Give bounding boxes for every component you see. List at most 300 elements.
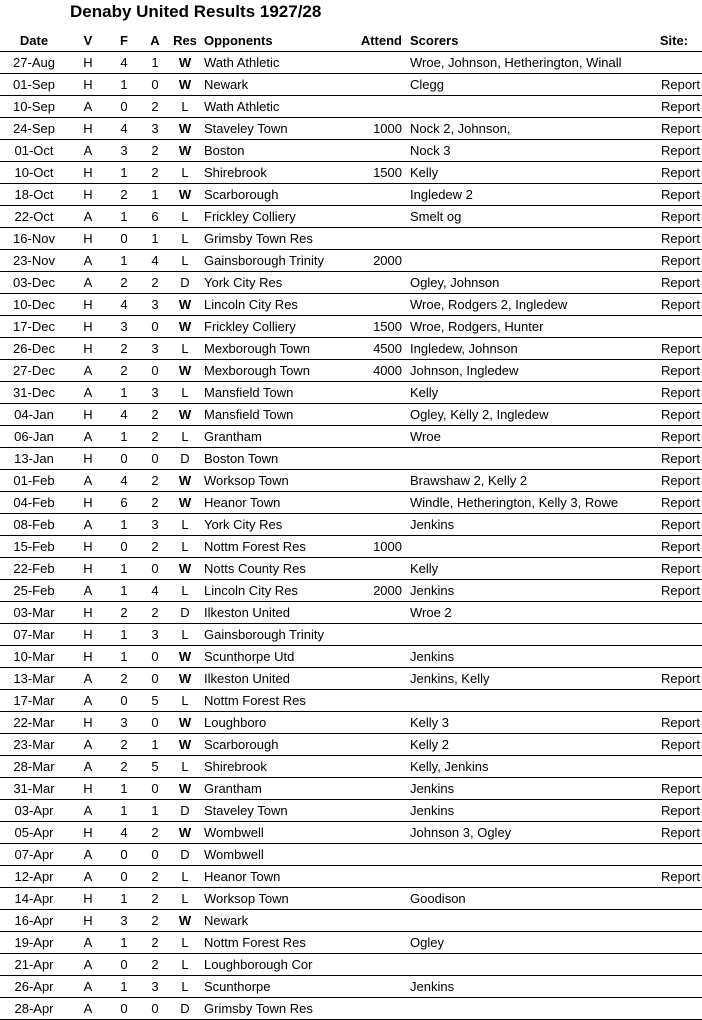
cell-for: 0: [108, 998, 140, 1020]
cell-against: 5: [140, 690, 170, 712]
cell-site[interactable]: Report: [650, 668, 702, 690]
cell-scorers: Nock 3: [406, 140, 650, 162]
header-scorers: Scorers: [406, 30, 650, 52]
cell-result: W: [170, 492, 200, 514]
cell-for: 1: [108, 382, 140, 404]
cell-date: 31-Mar: [0, 778, 68, 800]
cell-venue: H: [68, 184, 108, 206]
header-row: [0, 30, 702, 52]
cell-opponents: Grantham: [200, 426, 354, 448]
cell-opponents: Nottm Forest Res: [200, 932, 354, 954]
cell-opponents: Shirebrook: [200, 162, 354, 184]
cell-attendance: [354, 558, 406, 580]
cell-site[interactable]: Report: [650, 712, 702, 734]
cell-for: 2: [108, 602, 140, 624]
cell-opponents: Worksop Town: [200, 470, 354, 492]
table-row: [0, 756, 702, 778]
table-row: [0, 316, 702, 338]
header-opponents: Opponents: [200, 30, 354, 52]
table-row: [0, 140, 702, 162]
cell-attendance: 4500: [354, 338, 406, 360]
cell-attendance: [354, 778, 406, 800]
table-row: [0, 888, 702, 910]
cell-site: [650, 624, 702, 646]
cell-result: L: [170, 250, 200, 272]
cell-opponents: Scarborough: [200, 734, 354, 756]
table-row: [0, 558, 702, 580]
cell-attendance: [354, 712, 406, 734]
cell-site[interactable]: Report: [650, 118, 702, 140]
cell-opponents: Boston Town: [200, 448, 354, 470]
cell-scorers: Jenkins: [406, 514, 650, 536]
cell-site[interactable]: Report: [650, 382, 702, 404]
cell-attendance: [354, 74, 406, 96]
cell-site: [650, 954, 702, 976]
cell-for: 4: [108, 470, 140, 492]
cell-attendance: [354, 756, 406, 778]
cell-against: 2: [140, 140, 170, 162]
cell-site[interactable]: Report: [650, 294, 702, 316]
cell-attendance: [354, 294, 406, 316]
table-row: [0, 998, 702, 1020]
table-row: [0, 690, 702, 712]
cell-scorers: [406, 448, 650, 470]
cell-attendance: [354, 888, 406, 910]
cell-date: 24-Sep: [0, 118, 68, 140]
cell-date: 27-Aug: [0, 52, 68, 74]
cell-for: 2: [108, 756, 140, 778]
cell-for: 1: [108, 206, 140, 228]
cell-opponents: Ilkeston United: [200, 668, 354, 690]
cell-opponents: Newark: [200, 910, 354, 932]
cell-site[interactable]: Report: [650, 492, 702, 514]
cell-against: 0: [140, 844, 170, 866]
cell-date: 15-Feb: [0, 536, 68, 558]
cell-site[interactable]: Report: [650, 514, 702, 536]
cell-for: 4: [108, 822, 140, 844]
table-row: [0, 184, 702, 206]
cell-scorers: Kelly, Jenkins: [406, 756, 650, 778]
header-result: Res: [170, 30, 200, 52]
cell-for: 1: [108, 162, 140, 184]
cell-site[interactable]: Report: [650, 184, 702, 206]
cell-date: 03-Mar: [0, 602, 68, 624]
cell-scorers: [406, 250, 650, 272]
cell-attendance: [354, 514, 406, 536]
cell-attendance: [354, 426, 406, 448]
cell-scorers: Jenkins: [406, 580, 650, 602]
cell-site[interactable]: Report: [650, 96, 702, 118]
cell-for: 4: [108, 118, 140, 140]
cell-against: 1: [140, 734, 170, 756]
cell-for: 2: [108, 338, 140, 360]
cell-for: 0: [108, 690, 140, 712]
table-row: [0, 404, 702, 426]
cell-site[interactable]: Report: [650, 558, 702, 580]
cell-venue: H: [68, 646, 108, 668]
cell-for: 0: [108, 844, 140, 866]
cell-against: 0: [140, 316, 170, 338]
cell-site[interactable]: Report: [650, 162, 702, 184]
cell-attendance: 2000: [354, 250, 406, 272]
cell-scorers: Johnson 3, Ogley: [406, 822, 650, 844]
cell-venue: A: [68, 580, 108, 602]
cell-against: 0: [140, 448, 170, 470]
cell-result: W: [170, 646, 200, 668]
cell-against: 2: [140, 272, 170, 294]
cell-attendance: [354, 690, 406, 712]
cell-date: 22-Oct: [0, 206, 68, 228]
cell-opponents: Wombwell: [200, 844, 354, 866]
table-row: [0, 228, 702, 250]
cell-attendance: [354, 646, 406, 668]
cell-site: [650, 998, 702, 1020]
cell-date: 06-Jan: [0, 426, 68, 448]
cell-date: 10-Mar: [0, 646, 68, 668]
cell-result: W: [170, 118, 200, 140]
header-venue: V: [68, 30, 108, 52]
cell-against: 2: [140, 96, 170, 118]
cell-against: 2: [140, 866, 170, 888]
table-row: [0, 338, 702, 360]
cell-site[interactable]: Report: [650, 228, 702, 250]
cell-result: W: [170, 404, 200, 426]
cell-site: [650, 602, 702, 624]
cell-site[interactable]: Report: [650, 778, 702, 800]
cell-result: L: [170, 976, 200, 998]
cell-for: 1: [108, 778, 140, 800]
cell-against: 2: [140, 954, 170, 976]
cell-attendance: [354, 822, 406, 844]
table-row: [0, 514, 702, 536]
cell-scorers: Wroe, Rodgers 2, Ingledew: [406, 294, 650, 316]
cell-for: 3: [108, 910, 140, 932]
cell-opponents: Nottm Forest Res: [200, 536, 354, 558]
cell-result: L: [170, 580, 200, 602]
cell-scorers: Jenkins: [406, 646, 650, 668]
cell-against: 3: [140, 514, 170, 536]
cell-date: 01-Sep: [0, 74, 68, 96]
cell-opponents: Heanor Town: [200, 492, 354, 514]
cell-result: L: [170, 228, 200, 250]
cell-site[interactable]: Report: [650, 140, 702, 162]
table-row: [0, 954, 702, 976]
cell-opponents: Loughborough Cor: [200, 954, 354, 976]
cell-scorers: Jenkins: [406, 800, 650, 822]
header-date: Date: [0, 30, 68, 52]
cell-site[interactable]: Report: [650, 74, 702, 96]
cell-for: 0: [108, 866, 140, 888]
cell-result: L: [170, 954, 200, 976]
cell-scorers: Wroe, Johnson, Hetherington, Winall: [406, 52, 650, 74]
cell-venue: H: [68, 910, 108, 932]
cell-site[interactable]: Report: [650, 800, 702, 822]
cell-date: 07-Apr: [0, 844, 68, 866]
cell-against: 3: [140, 382, 170, 404]
cell-venue: A: [68, 426, 108, 448]
cell-venue: H: [68, 52, 108, 74]
cell-attendance: [354, 624, 406, 646]
cell-date: 10-Sep: [0, 96, 68, 118]
cell-against: 1: [140, 52, 170, 74]
cell-site[interactable]: Report: [650, 536, 702, 558]
cell-site[interactable]: Report: [650, 250, 702, 272]
table-row: [0, 294, 702, 316]
cell-date: 08-Feb: [0, 514, 68, 536]
cell-opponents: Boston: [200, 140, 354, 162]
cell-date: 16-Nov: [0, 228, 68, 250]
cell-against: 4: [140, 250, 170, 272]
cell-venue: H: [68, 118, 108, 140]
cell-site: [650, 976, 702, 998]
results-body: [0, 52, 702, 1020]
cell-scorers: [406, 998, 650, 1020]
cell-site[interactable]: Report: [650, 866, 702, 888]
cell-opponents: Staveley Town: [200, 118, 354, 140]
cell-for: 2: [108, 184, 140, 206]
cell-venue: H: [68, 822, 108, 844]
cell-result: W: [170, 910, 200, 932]
cell-for: 3: [108, 712, 140, 734]
cell-site: [650, 52, 702, 74]
table-row: [0, 602, 702, 624]
cell-scorers: Brawshaw 2, Kelly 2: [406, 470, 650, 492]
cell-against: 1: [140, 800, 170, 822]
cell-result: L: [170, 514, 200, 536]
cell-opponents: Staveley Town: [200, 800, 354, 822]
cell-result: L: [170, 624, 200, 646]
cell-against: 2: [140, 470, 170, 492]
cell-site[interactable]: Report: [650, 470, 702, 492]
cell-attendance: 4000: [354, 360, 406, 382]
table-row: [0, 910, 702, 932]
cell-against: 5: [140, 756, 170, 778]
cell-result: D: [170, 998, 200, 1020]
cell-venue: A: [68, 272, 108, 294]
cell-scorers: [406, 624, 650, 646]
header-site: Site:: [650, 30, 702, 52]
cell-scorers: Windle, Hetherington, Kelly 3, Rowe: [406, 492, 650, 514]
cell-site: [650, 910, 702, 932]
cell-against: 4: [140, 580, 170, 602]
table-row: [0, 52, 702, 74]
cell-against: 2: [140, 932, 170, 954]
table-row: [0, 360, 702, 382]
cell-against: 2: [140, 822, 170, 844]
cell-scorers: Johnson, Ingledew: [406, 360, 650, 382]
cell-scorers: Jenkins: [406, 976, 650, 998]
cell-against: 2: [140, 536, 170, 558]
cell-against: 2: [140, 602, 170, 624]
table-row: [0, 932, 702, 954]
cell-result: L: [170, 536, 200, 558]
cell-against: 0: [140, 778, 170, 800]
cell-site[interactable]: Report: [650, 360, 702, 382]
cell-result: L: [170, 888, 200, 910]
cell-site[interactable]: Report: [650, 822, 702, 844]
cell-result: W: [170, 822, 200, 844]
cell-against: 2: [140, 492, 170, 514]
cell-site: [650, 646, 702, 668]
cell-attendance: [354, 140, 406, 162]
cell-result: W: [170, 734, 200, 756]
cell-date: 23-Nov: [0, 250, 68, 272]
cell-date: 19-Apr: [0, 932, 68, 954]
cell-for: 1: [108, 976, 140, 998]
table-row: [0, 426, 702, 448]
cell-result: W: [170, 558, 200, 580]
cell-for: 1: [108, 250, 140, 272]
table-row: [0, 668, 702, 690]
cell-scorers: Clegg: [406, 74, 650, 96]
cell-scorers: [406, 866, 650, 888]
cell-scorers: [406, 690, 650, 712]
cell-result: W: [170, 184, 200, 206]
cell-opponents: Mexborough Town: [200, 360, 354, 382]
cell-venue: A: [68, 250, 108, 272]
cell-site[interactable]: Report: [650, 734, 702, 756]
cell-attendance: [354, 184, 406, 206]
table-row: [0, 118, 702, 140]
cell-against: 0: [140, 558, 170, 580]
cell-for: 0: [108, 536, 140, 558]
cell-site[interactable]: Report: [650, 206, 702, 228]
cell-date: 04-Feb: [0, 492, 68, 514]
table-row: [0, 580, 702, 602]
cell-result: D: [170, 272, 200, 294]
cell-against: 1: [140, 228, 170, 250]
cell-against: 2: [140, 404, 170, 426]
cell-scorers: Ogley: [406, 932, 650, 954]
cell-opponents: Gainsborough Trinity: [200, 250, 354, 272]
cell-opponents: York City Res: [200, 514, 354, 536]
cell-attendance: [354, 206, 406, 228]
cell-for: 3: [108, 140, 140, 162]
cell-for: 1: [108, 74, 140, 96]
cell-venue: H: [68, 624, 108, 646]
cell-attendance: [354, 932, 406, 954]
cell-result: L: [170, 426, 200, 448]
cell-for: 0: [108, 228, 140, 250]
cell-scorers: Jenkins: [406, 778, 650, 800]
page-title: Denaby United Results 1927/28: [70, 2, 322, 21]
cell-site[interactable]: Report: [650, 338, 702, 360]
cell-scorers: Jenkins, Kelly: [406, 668, 650, 690]
cell-site: [650, 888, 702, 910]
cell-date: 23-Mar: [0, 734, 68, 756]
cell-result: W: [170, 360, 200, 382]
cell-attendance: [354, 668, 406, 690]
cell-against: 0: [140, 74, 170, 96]
cell-attendance: [354, 272, 406, 294]
table-row: [0, 272, 702, 294]
cell-venue: A: [68, 976, 108, 998]
table-row: [0, 866, 702, 888]
cell-scorers: Kelly: [406, 162, 650, 184]
cell-date: 26-Dec: [0, 338, 68, 360]
cell-for: 1: [108, 514, 140, 536]
cell-opponents: Newark: [200, 74, 354, 96]
cell-attendance: [354, 844, 406, 866]
cell-opponents: Mansfield Town: [200, 382, 354, 404]
cell-attendance: [354, 96, 406, 118]
table-row: [0, 976, 702, 998]
cell-venue: A: [68, 382, 108, 404]
cell-site[interactable]: Report: [650, 426, 702, 448]
cell-result: W: [170, 52, 200, 74]
cell-venue: A: [68, 932, 108, 954]
cell-site: [650, 756, 702, 778]
cell-date: 14-Apr: [0, 888, 68, 910]
cell-date: 16-Apr: [0, 910, 68, 932]
cell-opponents: Notts County Res: [200, 558, 354, 580]
cell-scorers: Wroe 2: [406, 602, 650, 624]
cell-result: L: [170, 866, 200, 888]
cell-venue: H: [68, 162, 108, 184]
cell-venue: H: [68, 558, 108, 580]
cell-for: 4: [108, 404, 140, 426]
cell-result: W: [170, 470, 200, 492]
cell-against: 0: [140, 646, 170, 668]
cell-venue: A: [68, 206, 108, 228]
cell-attendance: 1000: [354, 536, 406, 558]
cell-opponents: Grimsby Town Res: [200, 998, 354, 1020]
cell-attendance: 1000: [354, 118, 406, 140]
cell-against: 0: [140, 668, 170, 690]
cell-for: 2: [108, 668, 140, 690]
table-row: [0, 492, 702, 514]
cell-opponents: Grantham: [200, 778, 354, 800]
cell-date: 10-Dec: [0, 294, 68, 316]
cell-site[interactable]: Report: [650, 580, 702, 602]
cell-venue: A: [68, 668, 108, 690]
cell-for: 1: [108, 426, 140, 448]
cell-result: W: [170, 712, 200, 734]
cell-site[interactable]: Report: [650, 448, 702, 470]
cell-date: 04-Jan: [0, 404, 68, 426]
cell-scorers: Ingledew, Johnson: [406, 338, 650, 360]
cell-attendance: 1500: [354, 316, 406, 338]
cell-scorers: Nock 2, Johnson,: [406, 118, 650, 140]
cell-against: 0: [140, 998, 170, 1020]
table-row: [0, 712, 702, 734]
cell-attendance: [354, 404, 406, 426]
cell-scorers: Smelt og: [406, 206, 650, 228]
cell-date: 28-Mar: [0, 756, 68, 778]
cell-venue: A: [68, 514, 108, 536]
cell-venue: H: [68, 448, 108, 470]
cell-date: 13-Mar: [0, 668, 68, 690]
cell-result: L: [170, 382, 200, 404]
table-row: [0, 206, 702, 228]
cell-opponents: Wath Athletic: [200, 96, 354, 118]
cell-opponents: Loughboro: [200, 712, 354, 734]
cell-result: L: [170, 162, 200, 184]
cell-opponents: Lincoln City Res: [200, 580, 354, 602]
cell-venue: A: [68, 360, 108, 382]
cell-site[interactable]: Report: [650, 272, 702, 294]
cell-venue: H: [68, 404, 108, 426]
cell-scorers: Kelly: [406, 382, 650, 404]
cell-site[interactable]: Report: [650, 404, 702, 426]
cell-opponents: Gainsborough Trinity: [200, 624, 354, 646]
cell-attendance: [354, 448, 406, 470]
cell-attendance: 2000: [354, 580, 406, 602]
cell-venue: A: [68, 470, 108, 492]
cell-date: 22-Feb: [0, 558, 68, 580]
cell-for: 1: [108, 800, 140, 822]
cell-venue: A: [68, 998, 108, 1020]
